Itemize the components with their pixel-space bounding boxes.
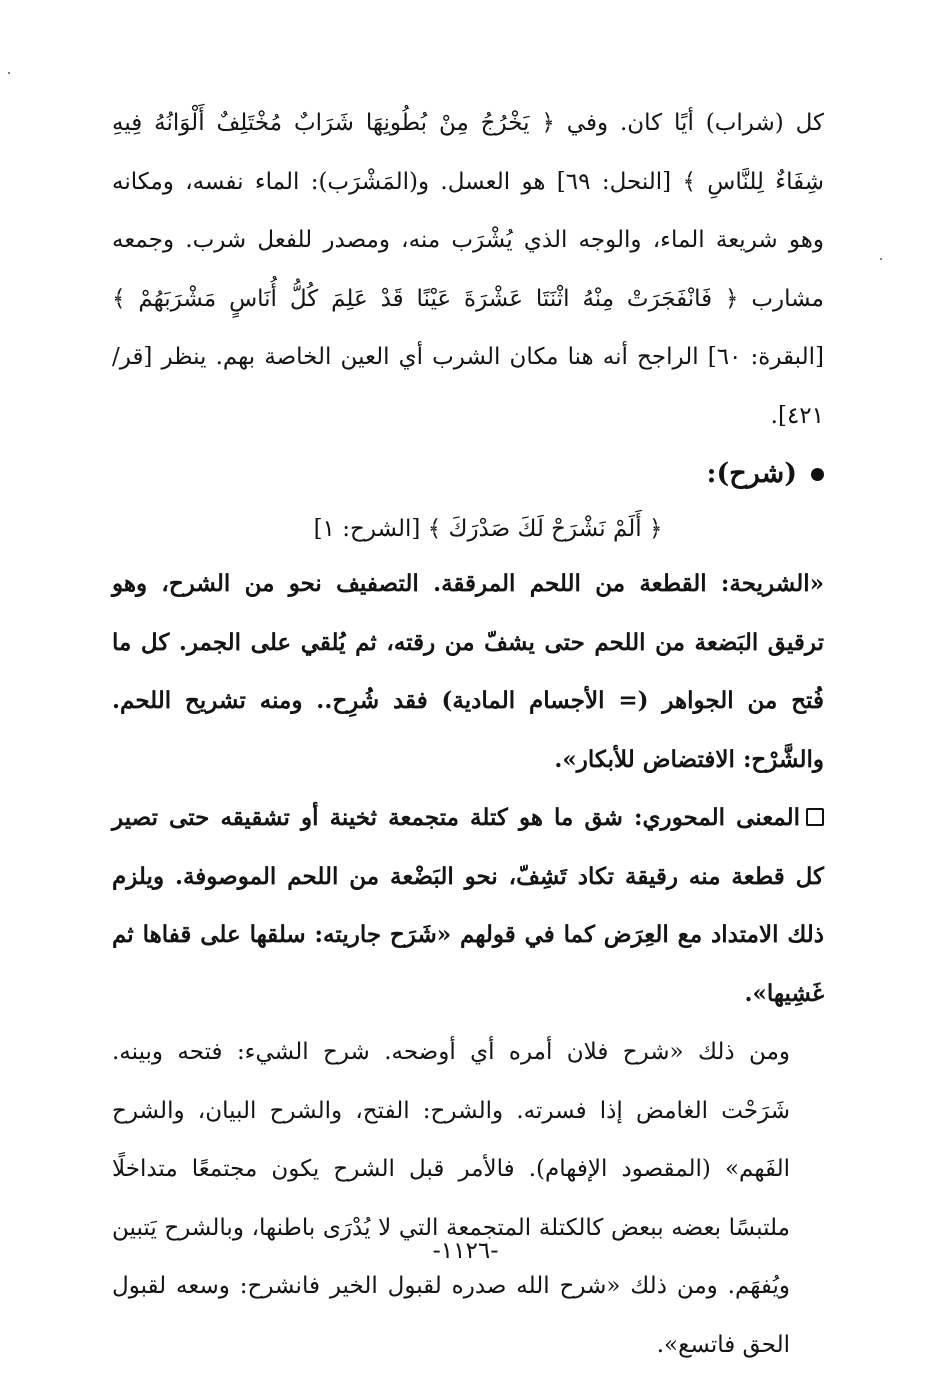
- square-marker-icon: [806, 808, 824, 826]
- bullet-icon: [811, 468, 824, 481]
- scan-speck: [880, 258, 882, 260]
- quran-verse: ﴿ أَلَمْ نَشْرَحْ لَكَ صَدْرَكَ ﴾ [الشرح: ١]: [313, 516, 663, 542]
- entry-heading: [112, 445, 824, 503]
- definition-quote: «الشريحة: القطعة من اللحم المرققة. التصفيف نحو من الشرح، وهو ترقيق البَضعة من اللحم حتى يشفّ من رقته، ثم يُلقي على الجمر. كل ما فُتح من الجواهر (= الأجسام المادية) فقد شُرِح.. ومنه تشريح اللحم. والشَّرْح: الافتضاض للأبكار».: [112, 570, 824, 773]
- closing-paragraph: ومن ذلك «شرح فلان أمره أي أوضحه. شرح الشيء: فتحه وبينه. شَرَحْت الغامض إذا فسرته. والشرح: الفتح، والشرح البيان، والشرح الفَهم» (المقصود الإفهام). فالأمر قبل الشرح يكون مجتمعًا متداخلًا ملتبسًا بعضه ببعض كالكتلة المتجمعة التي لا يُدْرَى باطنها، وبالشرح يَتبين ويُفهَم. ومن ذلك «شرح الله صدره لقبول الخير فانشرح: وسعه لقبول الحق فاتسع».: [112, 1039, 790, 1358]
- paragraph-sharab-mashrab: كل (شراب) أيًا كان. وفي ﴿ يَخْرُجُ مِنْ بُطُونِهَا شَرَابٌ مُخْتَلِفٌ أَلْوَانُهُ فِيهِ شِفَاءٌ لِلنَّاسِ ﴾ [النحل: ٦٩] هو العسل. و(المَشْرَب): الماء نفسه، ومكانه وهو شريعة الماء، والوجه الذي يُشْرَب منه، ومصدر للفعل شرب. وجمعه مشارب ﴿ فَانْفَجَرَتْ مِنْهُ اثْنَتَا عَشْرَةَ عَيْنًا قَدْ عَلِمَ كُلُّ أُنَاسٍ مَشْرَبَهُمْ ﴾ [البقرة: ٦٠] الراجح أنه هنا مكان الشرب أي العين الخاصة بهم. ينظر [قر/ ٤٢١].: [112, 110, 825, 429]
- page-number: -١١٢٦-: [432, 1238, 499, 1264]
- core-meaning: [112, 789, 824, 1023]
- core-meaning-text: المعنى المحوري: شق ما هو كتلة متجمعة ثخينة أو تشقيقه حتى تصير كل قطعة منه رقيقة تكاد تَشِفّ، نحو البَضْعة من اللحم الموصوفة. ويلزم ذلك الامتداد مع العِرَض كما في قولهم «شَرَح جاريته: سلقها على قفاها ثم غَشِيها».: [112, 804, 824, 1007]
- page-body: [112, 94, 824, 1374]
- entry-heading-text: (شرح):: [706, 458, 797, 489]
- scan-speck: [8, 72, 10, 74]
